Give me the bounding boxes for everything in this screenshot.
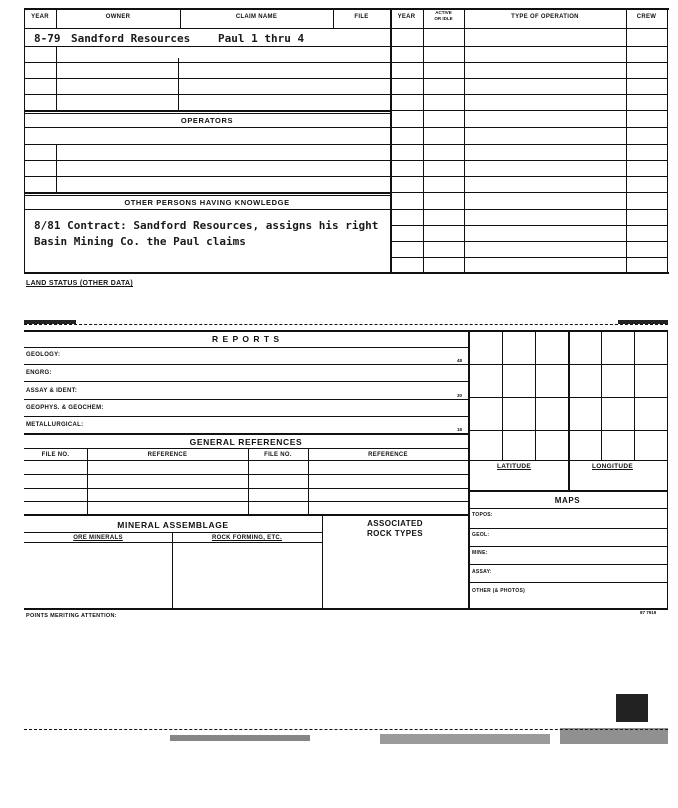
rock-types-label: ROCK TYPES xyxy=(366,529,423,538)
maps-row-line xyxy=(468,564,667,565)
owner-row-line xyxy=(24,62,390,63)
land-status-label: LAND STATUS (OTHER DATA) xyxy=(26,280,134,287)
operators-row-line xyxy=(24,127,390,128)
owner-row-line xyxy=(24,94,390,95)
file-header: FILE xyxy=(354,14,369,20)
grid-col xyxy=(535,330,536,460)
left-border xyxy=(24,8,25,272)
reports-row-line xyxy=(24,416,468,417)
geology-number: 48 xyxy=(457,358,463,363)
maps-topos-label: TOPOS: xyxy=(472,512,493,518)
mineral-assemblage-title: MINERAL ASSEMBLAGE xyxy=(117,520,229,530)
reports-row-line xyxy=(24,381,468,382)
activity-row-line xyxy=(390,257,667,258)
grid-center-col xyxy=(568,330,570,490)
claim-name-header: CLAIM NAME xyxy=(235,14,278,20)
reports-row-line xyxy=(24,399,468,400)
operators-top-line-2 xyxy=(24,113,390,114)
grid-row xyxy=(468,364,667,365)
gen-ref-reference-header-2: REFERENCE xyxy=(368,452,408,458)
operators-row-line xyxy=(24,160,390,161)
right-outer-border xyxy=(667,330,668,608)
owner-header: OWNER xyxy=(105,14,131,20)
maps-mine-label: MINE: xyxy=(472,550,488,556)
metallurgical-number: 18 xyxy=(457,427,463,432)
reports-title: R E P O R T S xyxy=(211,334,281,344)
maps-row-line xyxy=(468,546,667,547)
gen-ref-reference-header: REFERENCE xyxy=(147,452,188,458)
entry-claim-name: Paul 1 thru 4 xyxy=(218,32,305,45)
activity-col-year xyxy=(423,8,424,274)
assay-ident-label: ASSAY & IDENT: xyxy=(26,388,78,394)
form-code: 87 7919 xyxy=(640,610,657,615)
maps-row-line xyxy=(468,528,667,529)
points-meriting-attention-label: POINTS MERITING ATTENTION: xyxy=(26,613,117,619)
scan-streak xyxy=(380,734,550,744)
operators-top-line xyxy=(24,110,390,112)
entry-year: 8-79 xyxy=(34,32,61,45)
reports-center-divider xyxy=(468,330,470,608)
reports-bottom-line xyxy=(24,433,468,435)
owner-row-line xyxy=(24,78,390,79)
activity-row-line xyxy=(390,192,667,193)
scan-streak xyxy=(170,735,310,741)
scan-block xyxy=(616,694,648,722)
maps-title-underline xyxy=(468,508,667,509)
reports-bottom-border xyxy=(24,608,668,610)
reports-top-border xyxy=(24,330,668,332)
geophys-label: GEOPHYS. & GEOCHEM: xyxy=(26,405,104,411)
crew-header: CREW xyxy=(636,14,657,20)
activity-col-idle xyxy=(464,8,465,274)
maps-top-line xyxy=(468,490,667,492)
grid-col xyxy=(502,330,503,460)
owner-row-line xyxy=(24,46,390,47)
ore-minerals-header: ORE MINERALS xyxy=(73,535,123,541)
operators-row-line xyxy=(24,144,390,145)
grid-row xyxy=(468,460,667,461)
activity-row-line xyxy=(390,127,667,128)
maps-assay-label: ASSAY: xyxy=(472,569,492,575)
owner-col-line xyxy=(178,58,179,110)
owner-col-line xyxy=(56,46,57,110)
type-of-operation-header: TYPE OF OPERATION xyxy=(511,14,579,20)
associated-label: ASSOCIATED xyxy=(367,519,423,528)
activity-row-line xyxy=(390,62,667,63)
activity-row-line xyxy=(390,78,667,79)
gen-ref-file-no-header: FILE NO. xyxy=(41,452,70,458)
maps-geol-label: GEOL: xyxy=(472,532,490,538)
mineral-title-underline xyxy=(24,532,322,533)
maps-title: MAPS xyxy=(554,496,581,505)
gen-ref-row-line xyxy=(24,460,468,461)
top-section-bottom-line xyxy=(24,272,669,274)
rock-forming-header: ROCK FORMING, ETC. xyxy=(211,535,283,541)
operators-row-line xyxy=(24,176,390,177)
gen-ref-bottom-line xyxy=(24,514,468,516)
associated-rock-types-header xyxy=(322,519,468,539)
activity-row-line xyxy=(390,225,667,226)
top-border xyxy=(24,8,669,10)
scan-streak xyxy=(560,728,668,744)
reports-title-underline xyxy=(24,347,468,348)
activity-row-line xyxy=(390,241,667,242)
activity-row-line xyxy=(390,110,667,111)
reports-row-line xyxy=(24,364,468,365)
header-underline xyxy=(24,28,390,29)
activity-year-header: YEAR xyxy=(397,14,416,20)
longitude-label: LONGITUDE xyxy=(592,463,633,470)
engrg-label: ENGRG: xyxy=(26,370,52,376)
activity-row-line xyxy=(390,94,667,95)
activity-col-operation xyxy=(626,8,627,274)
geology-label: GEOLOGY: xyxy=(26,352,61,358)
note-line-2: Basin Mining Co. the Paul claims xyxy=(34,235,246,248)
assay-ident-number: 30 xyxy=(457,393,463,398)
operators-col-line xyxy=(56,144,57,192)
gen-ref-row-line xyxy=(24,501,468,502)
mineral-col-line xyxy=(172,532,173,608)
or-idle-label: OR IDLE xyxy=(434,16,453,21)
reports-top-dashed xyxy=(24,324,668,325)
other-persons-top-line-2 xyxy=(24,195,390,196)
other-persons-underline xyxy=(24,209,390,210)
activity-row-line xyxy=(390,144,667,145)
grid-row xyxy=(468,397,667,398)
gen-ref-row-line xyxy=(24,488,468,489)
gen-ref-title-underline xyxy=(24,448,468,449)
metallurgical-label: METALLURGICAL: xyxy=(26,422,84,428)
year-header: YEAR xyxy=(31,14,49,20)
center-divider xyxy=(390,8,392,274)
maps-other-label: OTHER (& PHOTOS) xyxy=(472,588,526,594)
general-references-title: GENERAL REFERENCES xyxy=(189,437,303,447)
active-label: ACTIVE xyxy=(435,10,452,15)
activity-row-line xyxy=(390,160,667,161)
operators-label: OPERATORS xyxy=(180,116,234,125)
gen-ref-row-line xyxy=(24,474,468,475)
mineral-header-underline xyxy=(24,542,322,543)
latitude-label: LATITUDE xyxy=(497,463,532,470)
right-border xyxy=(667,8,668,274)
grid-col xyxy=(601,330,602,460)
activity-row-line xyxy=(390,209,667,210)
activity-row-line xyxy=(390,46,667,47)
other-persons-label: OTHER PERSONS HAVING KNOWLEDGE xyxy=(124,198,290,207)
activity-row-line xyxy=(390,176,667,177)
gen-ref-file-no-header-2: FILE NO. xyxy=(264,452,292,458)
note-line-1: 8/81 Contract: Sandford Resources, assigns his right xyxy=(34,219,379,232)
active-or-idle-header xyxy=(423,10,464,22)
other-persons-top-line xyxy=(24,192,390,194)
grid-col xyxy=(634,330,635,460)
grid-row xyxy=(468,430,667,431)
entry-owner: Sandford Resources xyxy=(71,32,191,45)
maps-row-line xyxy=(468,582,667,583)
